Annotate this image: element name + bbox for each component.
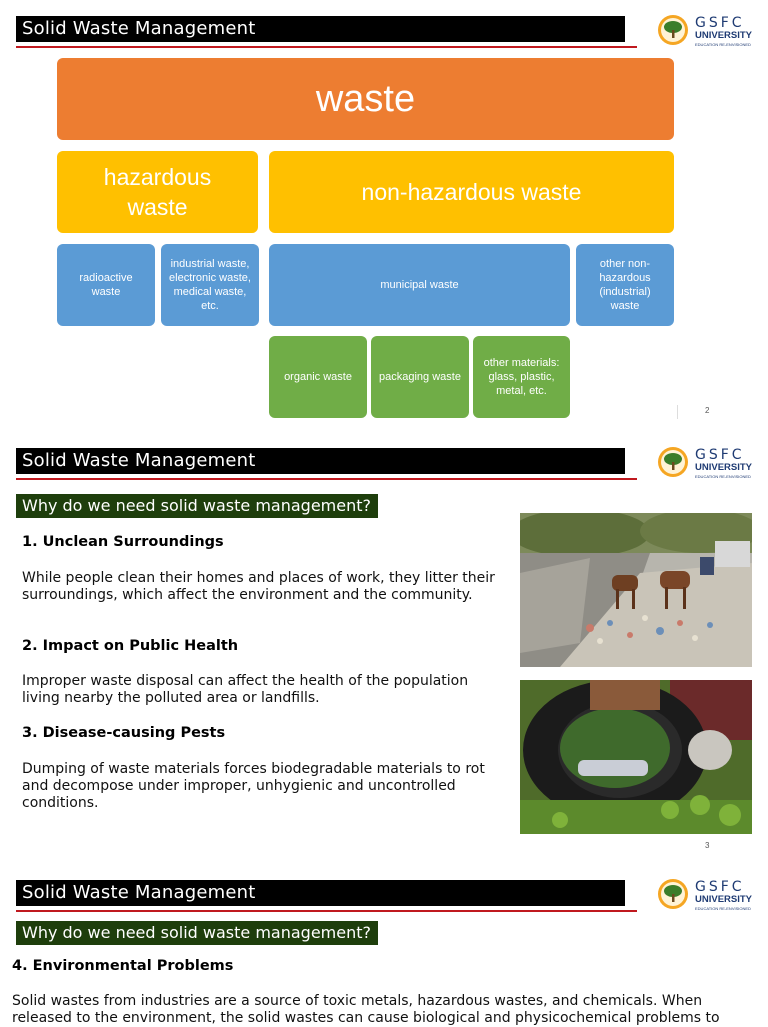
tree-emblem-icon — [657, 446, 689, 478]
logo-sub: UNIVERSITY — [695, 894, 753, 905]
gsfc-university-logo — [657, 14, 757, 50]
logo-name: GSFC — [695, 15, 745, 31]
gsfc-university-logo — [657, 446, 757, 482]
other-non-hazardous-box: other non-hazardous (industrial) waste — [576, 244, 674, 326]
municipal-waste-box: municipal waste — [269, 244, 570, 326]
logo-tagline: EDUCATION RE-ENVISIONED — [695, 474, 751, 479]
point-text: While people clean their homes and places of work, they litter their surroundings, which affect the environment and the community. — [22, 570, 495, 603]
point-text: Solid wastes from industries are a source of toxic metals, hazardous wastes, and chemicals. When released to the environment, the solid wastes can cause biological and physicochemical problems to — [12, 993, 720, 1026]
tyre-water-photo — [520, 680, 752, 834]
title-underline — [16, 478, 637, 480]
industrial-waste-box: industrial waste, electronic waste, medical waste, etc. — [161, 244, 259, 326]
logo-name: GSFC — [695, 879, 745, 895]
logo-tagline: EDUCATION RE-ENVISIONED — [695, 906, 751, 911]
radioactive-waste-box: radioactive waste — [57, 244, 155, 326]
question-bar: Why do we need solid waste management? — [16, 494, 378, 518]
point-heading: 3. Disease-causing Pests — [22, 725, 226, 741]
slide-4 — [0, 864, 768, 1024]
title-underline — [16, 46, 637, 48]
question-bar: Why do we need solid waste management? — [16, 921, 378, 945]
logo-name: GSFC — [695, 447, 745, 463]
gsfc-university-logo — [657, 878, 757, 914]
point-heading: 1. Unclean Surroundings — [22, 534, 224, 550]
title-underline — [16, 910, 637, 912]
packaging-waste-box: packaging waste — [371, 336, 469, 418]
divider-tick — [677, 405, 678, 419]
tree-emblem-icon — [657, 14, 689, 46]
page-number: 2 — [705, 406, 710, 415]
other-materials-box: other materials: glass, plastic, metal, etc. — [473, 336, 570, 418]
logo-tagline: EDUCATION RE-ENVISIONED — [695, 42, 751, 47]
tree-emblem-icon — [657, 878, 689, 910]
slide-2 — [0, 0, 768, 430]
street-garbage-photo — [520, 513, 752, 667]
slide-title: Solid Waste Management — [16, 880, 625, 906]
point-heading: 2. Impact on Public Health — [22, 638, 239, 654]
slide-title: Solid Waste Management — [16, 448, 625, 474]
point-text: Improper waste disposal can affect the health of the population living nearby the polluted area or landfills. — [22, 673, 469, 706]
slide-title: Solid Waste Management — [16, 16, 625, 42]
hazardous-waste-box: hazardous waste — [57, 151, 258, 233]
logo-sub: UNIVERSITY — [695, 462, 753, 473]
non-hazardous-waste-box: non-hazardous waste — [269, 151, 674, 233]
point-heading: 4. Environmental Problems — [12, 958, 234, 974]
waste-root-box: waste — [57, 58, 674, 140]
page-number: 3 — [705, 841, 710, 850]
logo-sub: UNIVERSITY — [695, 30, 753, 41]
organic-waste-box: organic waste — [269, 336, 367, 418]
point-text: Dumping of waste materials forces biodegradable materials to rot and decompose under improper, unhygienic and uncontrolled conditions. — [22, 761, 485, 811]
